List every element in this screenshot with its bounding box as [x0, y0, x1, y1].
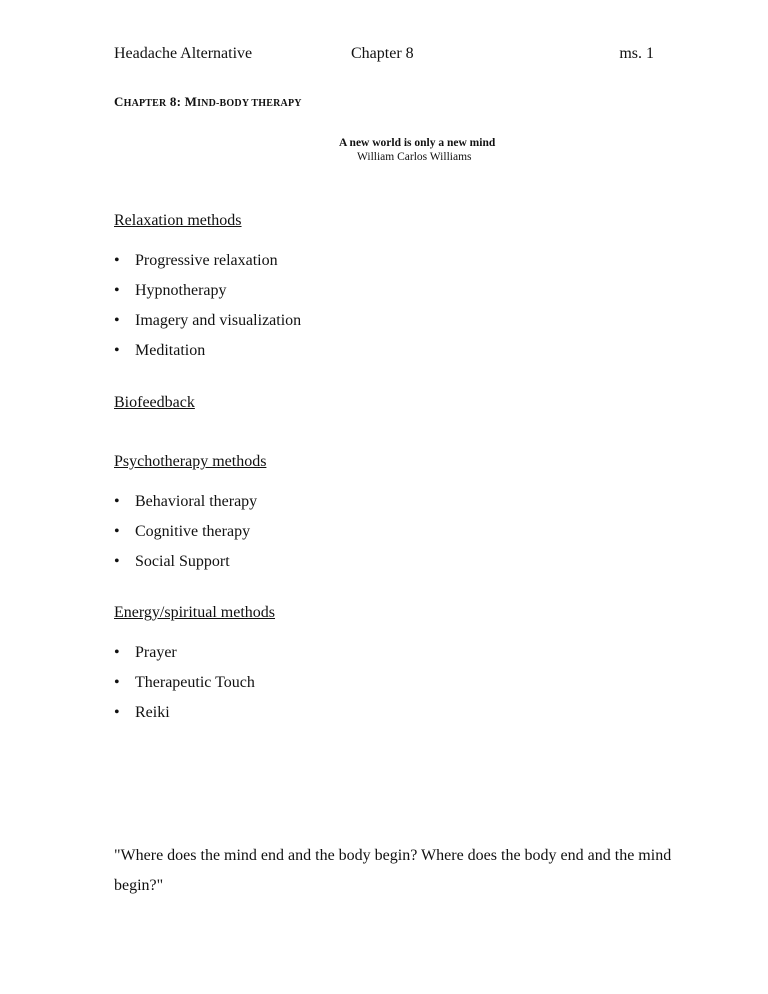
header-chapter: Chapter 8 [351, 45, 414, 62]
bullet-icon: • [114, 282, 120, 299]
list-item-text: Hypnotherapy [135, 282, 227, 299]
bullet-icon: • [114, 493, 120, 510]
bullet-list [114, 246, 302, 366]
list-item [114, 306, 302, 336]
closing-quote: "Where does the mind end and the body begin? Where does the body end and the mind begin?" [114, 847, 672, 894]
bullet-icon: • [114, 644, 120, 661]
bullet-icon: • [114, 523, 120, 540]
section-heading: Biofeedback [114, 394, 195, 411]
header-page-number: ms. 1 [619, 45, 654, 62]
bullet-icon: • [114, 342, 120, 359]
chapter-title-part: -BODY THERAPY [216, 98, 302, 109]
chapter-title-part: 8: [166, 94, 185, 109]
section-relaxation-methods [114, 211, 302, 366]
bullet-icon: • [114, 553, 120, 570]
bullet-list [114, 638, 275, 728]
list-item [114, 638, 275, 668]
list-item-text: Progressive relaxation [135, 252, 278, 269]
list-item [114, 698, 275, 728]
epigraph-quote: A new world is only a new mind [339, 137, 496, 149]
chapter-title [114, 94, 302, 110]
list-item [114, 246, 278, 276]
section-heading: Psychotherapy methods [114, 453, 267, 470]
bullet-icon: • [114, 704, 120, 721]
section-heading: Energy/spiritual methods [114, 604, 276, 621]
list-item-text: Reiki [135, 704, 170, 721]
bullet-icon: • [114, 674, 120, 691]
section-psychotherapy-methods [114, 452, 266, 577]
section-energy-spiritual-methods [114, 603, 275, 728]
list-item [114, 487, 266, 517]
chapter-title-part: C [114, 94, 124, 109]
section-biofeedback [114, 393, 195, 413]
list-item [114, 336, 242, 366]
list-item-text: Imagery and visualization [135, 312, 302, 329]
list-item [114, 276, 242, 306]
list-item-text: Therapeutic Touch [135, 674, 255, 691]
epigraph-author: William Carlos Williams [357, 151, 472, 163]
list-item-text: Social Support [135, 553, 230, 570]
section-heading: Relaxation methods [114, 212, 242, 229]
list-item-text: Behavioral therapy [135, 493, 258, 510]
bullet-list [114, 487, 266, 577]
chapter-title-part: HAPTER [123, 98, 167, 109]
bullet-icon: • [114, 312, 120, 329]
list-item [114, 668, 275, 698]
epigraph [339, 136, 495, 164]
bullet-icon: • [114, 252, 120, 269]
list-item-text: Prayer [135, 644, 177, 661]
list-item [114, 547, 266, 577]
chapter-title-part: M [184, 94, 198, 109]
list-item [114, 517, 266, 547]
chapter-title-part: IND [197, 98, 217, 109]
list-item-text: Cognitive therapy [135, 523, 251, 540]
list-item-text: Meditation [135, 342, 206, 359]
header-title: Headache Alternative [114, 45, 253, 62]
